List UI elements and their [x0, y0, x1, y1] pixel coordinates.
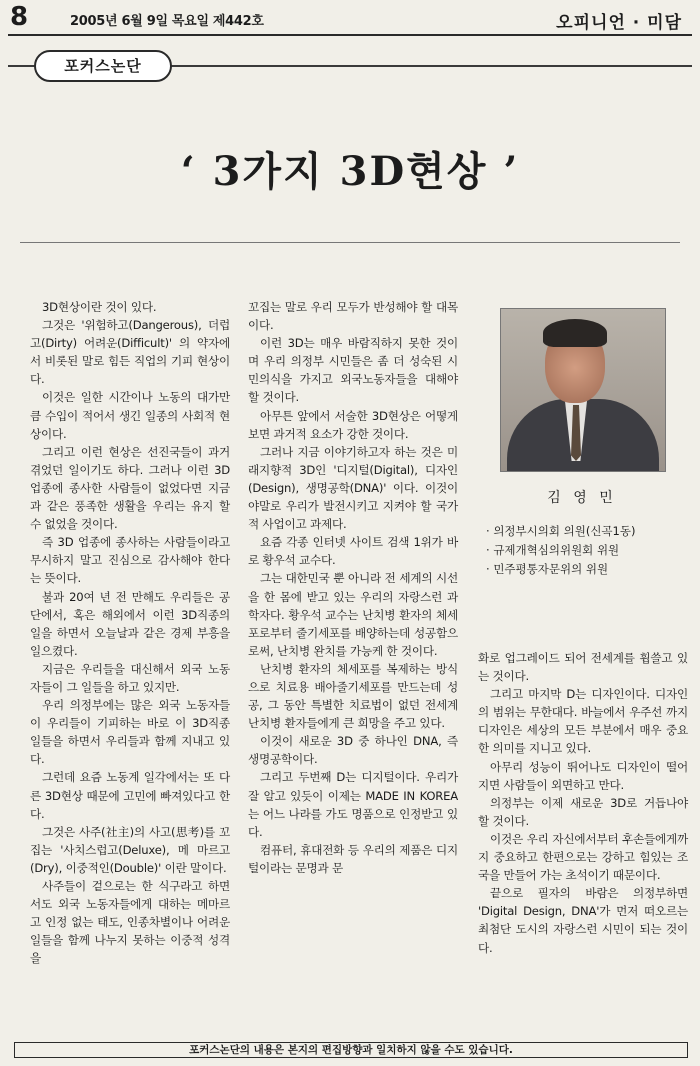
article-column-2 [248, 298, 458, 877]
paragraph: 이것은 우리 자신에서부터 후손들에게까지 중요하고 한편으로는 강하고 힘있는 조국을 만들어 가는 초석이기 때문이다. [478, 831, 688, 883]
author-name: 김 영 민 [547, 490, 617, 506]
article-column-3 [478, 649, 688, 957]
paragraph: 아무튼 앞에서 서술한 3D현상은 어떻게 보면 과거적 요소가 강한 것이다. [248, 408, 458, 441]
paragraph: 그리고 두번째 D는 디지털이다. 우리가 잘 알고 있듯이 이제는 MADE IN KOREA는 어느 나라를 가도 명품으로 인정받고 있다. [248, 770, 458, 839]
disclaimer-footer: 포커스논단의 내용은 본지의 편집방향과 일치하지 않을 수도 있습니다. [14, 1042, 688, 1058]
paragraph: 화로 업그레이드 되어 전세계를 휩쓸고 있는 것이다. [478, 651, 688, 684]
paragraph: 그리고 마지막 D는 디자인이다. 디자인의 범위는 무한대다. 바늘에서 우주선 까지 디자인은 세상의 모든 부분에서 매우 중요한 의미를 지니고 있다. [478, 687, 688, 756]
paragraph: 컴퓨터, 휴대전화 등 우리의 제품은 디지털이라는 문명과 문 [248, 842, 458, 875]
article-column-1 [30, 298, 230, 967]
section-name: 오피니언 · 미담 [556, 13, 682, 33]
paragraph: 우리 의정부에는 많은 외국 노동자들이 우리들이 기피하는 바로 이 3D직종 일들을 하면서 우리들과 함께 지내고 있다. [30, 698, 230, 767]
column-badge: 포커스논단 [34, 50, 172, 82]
paragraph: 3D현상이란 것이 있다. [42, 300, 157, 314]
page-number: 8 [10, 2, 29, 32]
author-role: · 규제개혁심의위원회 위원 [486, 541, 692, 560]
author-roles [486, 522, 692, 579]
paragraph: 사주들이 겉으로는 한 식구라고 하면서도 외국 노동자들에게 대하는 메마르고 인정 없는 태도, 인종차별이나 어려운 일들을 함께 나누지 못하는 이중적 성격을 [30, 879, 230, 966]
paragraph: 이것이 새로운 3D 중 하나인 DNA, 즉 생명공학이다. [248, 734, 458, 767]
paragraph: 끝으로 필자의 바람은 의정부하면 'Digital Design, DNA'가 먼저 떠오르는 최첨단 도시의 자랑스런 시민이 되는 것이다. [478, 886, 688, 955]
paragraph: 의정부는 이제 새로운 3D로 거듭나야 할 것이다. [478, 795, 688, 828]
paragraph: 그러나 지금 이야기하고자 하는 것은 미래지향적 3D인 '디지털(Digital), 디자인(Design), 생명공학(DNA)' 이다. 이것이야말로 우리가 발전시키고 지켜야 할 국가적 사업이고 과제다. [248, 444, 458, 532]
author-role: · 민주평통자문위의 위원 [486, 560, 692, 579]
page-header [8, 4, 692, 36]
author-photo [500, 308, 666, 472]
paragraph: 불과 20여 년 전 만해도 우리들은 공단에서, 혹은 해외에서 이런 3D직종의 일을 하면서 오늘날과 같은 경제 부흥을 일으켰다. [30, 589, 230, 658]
paragraph: 그것은 '위험하고(Dangerous), 더럽고(Dirty) 어려운(Difficult)' 의 약자에서 비롯된 말로 힘든 직업의 기피 현상이다. [30, 318, 230, 387]
photo-hair [543, 319, 607, 347]
paragraph: 그는 대한민국 뿐 아니라 전 세계의 시선을 한 몸에 받고 있는 우리의 자랑스런 과학자다. 황우석 교수는 난치병 환자의 체세포로부터 줄기세포를 배양하는데 성공함으로써, 난치병 완치를 가능케 한 것이다. [248, 571, 458, 658]
author-role: · 의정부시의회 의원(신곡1동) [486, 522, 692, 541]
paragraph: 그것은 사주(社主)의 사고(思考)를 꼬집는 '사치스럽고(Deluxe), 메 마르고(Dry), 이중적인(Double)' 이란 말이다. [30, 824, 230, 875]
issue-date: 2005년 6월 9일 목요일 제442호 [70, 14, 264, 29]
title-divider [20, 242, 680, 243]
paragraph: 지금은 우리들을 대신해서 외국 노동자들이 그 일들을 하고 있지만. [30, 661, 230, 694]
paragraph: 요즘 각종 인터넷 사이트 검색 1위가 바로 황우석 교수다. [248, 535, 458, 568]
paragraph: 그런데 요즘 노동계 일각에서는 또 다른 3D현상 때문에 고민에 빠져있다고 한다. [30, 770, 230, 821]
paragraph: 그리고 이런 현상은 선진국들이 과거 겪었던 일이기도 하다. 그러나 이런 3D업종에 종사한 사람들이 없었다면 지금과 같은 풍족한 생활을 우리는 유지 할 수 없었을 것이다. [30, 444, 230, 532]
paragraph: 아무리 성능이 뛰어나도 디자인이 떨어지면 사람들이 외면하고 만다. [478, 759, 688, 792]
paragraph: 이런 3D는 매우 바람직하지 못한 것이며 우리 의정부 시민들은 좀 더 성숙된 시민의식을 가지고 외국노동자들을 대해야 할 것이다. [248, 336, 458, 405]
paragraph: 꼬집는 말로 우리 모두가 반성해야 할 대목이다. [248, 300, 458, 333]
paragraph: 난치병 환자의 체세포를 복제하는 방식으로 치료용 배아줄기세포를 만드는데 성공, 그 동안 특별한 치료법이 없던 전세계 난치병 환자들에게 큰 희망을 주고 있다. [248, 661, 458, 731]
article-title: ‘ 3가지 3D현상 ’ [180, 148, 520, 195]
paragraph: 이것은 일한 시간이나 노동의 대가만큼 수입이 적어서 생긴 일종의 사회적 현상이다. [30, 390, 230, 441]
paragraph: 즉 3D 업종에 종사하는 사람들이라고 무시하지 말고 진심으로 감사해야 한다는 뜻이다. [30, 535, 230, 586]
